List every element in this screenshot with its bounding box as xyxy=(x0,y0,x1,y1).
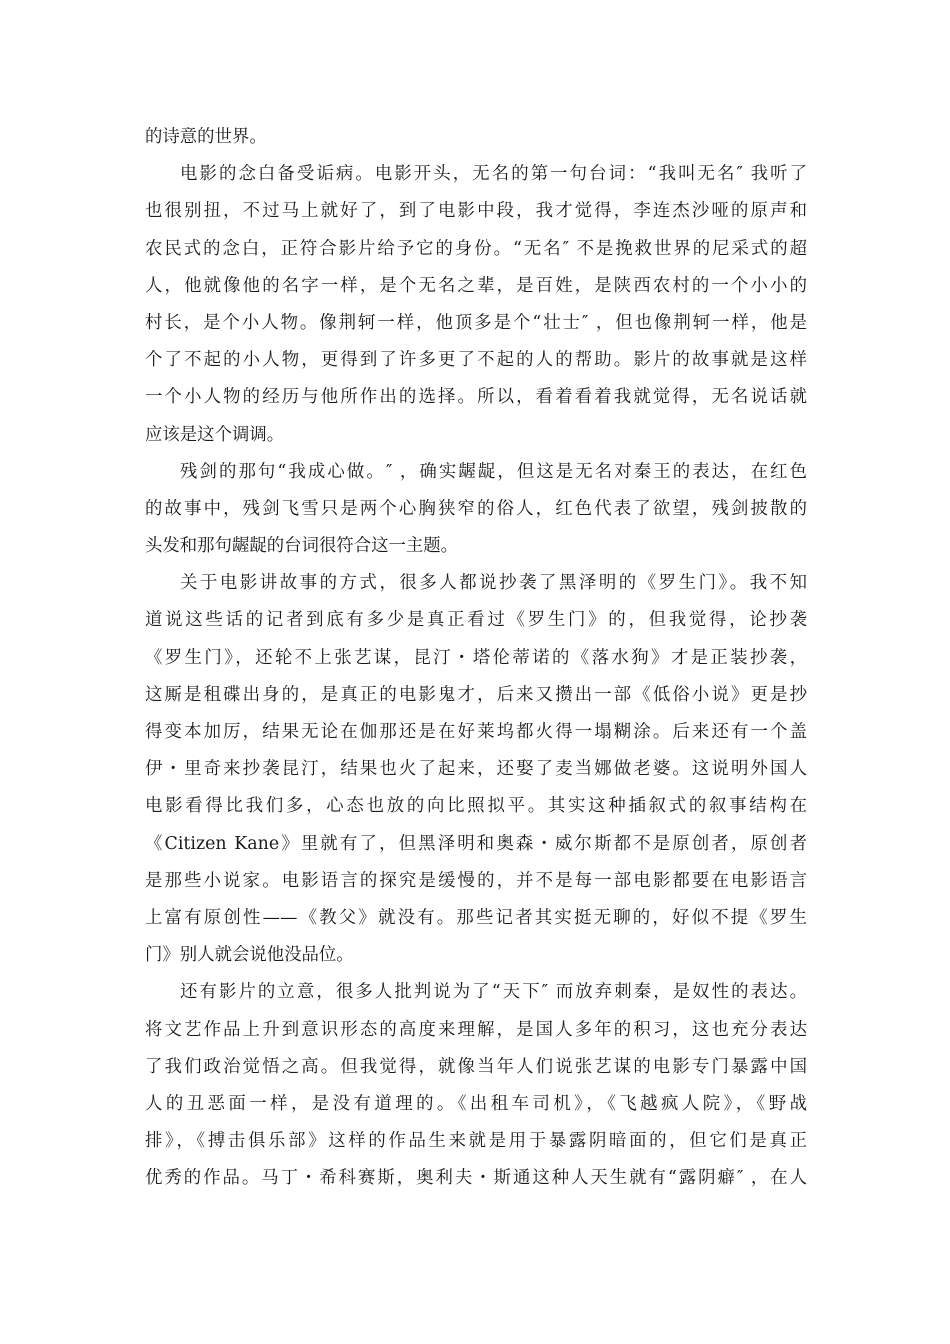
text-line: 道说这些话的记者到底有多少是真正看过《罗生门》的，但我觉得，论抄袭 xyxy=(145,610,807,631)
text-line: 的故事中，残剑飞雪只是两个心胸狭窄的俗人，红色代表了欲望，残剑披散的 xyxy=(145,498,807,519)
text-line: 上富有原创性——《教父》就没有。那些记者其实挺无聊的，好似不提《罗生 xyxy=(145,907,807,928)
text-line: 一个小人物的经历与他所作出的选择。所以，看着看着我就觉得，无名说话就 xyxy=(145,387,807,408)
text-line: 头发和那句龌龊的台词很符合这一主题。 xyxy=(145,536,459,557)
text-line: 残剑的那句“我成心做。″ ，确实龌龊，但这是无名对秦王的表达，在红色 xyxy=(180,461,807,482)
text-line: 优秀的作品。马丁・希科赛斯，奥利夫・斯通这种人天生就有“露阴癖″ ，在人 xyxy=(145,1168,807,1189)
text-line: 还有影片的立意，很多人批判说为了“天下″ 而放弃刺秦，是奴性的表达。 xyxy=(180,982,807,1003)
text-line: 是那些小说家。电影语言的探究是缓慢的，并不是每一部电影都要在电影语言 xyxy=(145,870,807,891)
body-text xyxy=(145,119,807,1197)
text-line: 村长，是个小人物。像荆轲一样，他顶多是个“壮士″ ，但也像荆轲一样，他是 xyxy=(145,312,807,333)
text-line: 人，他就像他的名字一样，是个无名之辈，是百姓，是陕西农村的一个小小的 xyxy=(145,275,807,296)
text-line: 电影看得比我们多，心态也放的向比照拟平。其实这种插叙式的叙事结构在 xyxy=(145,796,807,817)
text-line: 排》，《搏击俱乐部》这样的作品生来就是用于暴露阴暗面的，但它们是真正 xyxy=(145,1131,807,1152)
paragraph xyxy=(145,565,807,974)
text-line: 人的丑恶面一样，是没有道理的。《出租车司机》，《飞越疯人院》，《野战 xyxy=(145,1093,807,1114)
text-line: 应该是这个调调。 xyxy=(145,424,285,445)
text-line: 电影的念白备受诟病。电影开头，无名的第一句台词：“我叫无名″ 我听了 xyxy=(180,164,807,185)
paragraph xyxy=(145,454,807,566)
text-line: 了我们政治觉悟之高。但我觉得，就像当年人们说张艺谋的电影专门暴露中国 xyxy=(145,1056,807,1077)
text-line: 将文艺作品上升到意识形态的高度来理解，是国人多年的积习，这也充分表达 xyxy=(145,1019,807,1040)
text-line: 伊・里奇来抄袭昆汀，结果也火了起来，还娶了麦当娜做老婆。这说明外国人 xyxy=(145,759,807,780)
text-line: 关于电影讲故事的方式，很多人都说抄袭了黑泽明的《罗生门》。我不知 xyxy=(180,573,807,594)
text-line: 《罗生门》，还轮不上张艺谋，昆汀・塔伦蒂诺的《落水狗》才是正装抄袭， xyxy=(145,647,807,668)
text-line: 也很别扭，不过马上就好了，到了电影中段，我才觉得，李连杰沙哑的原声和 xyxy=(145,201,807,222)
text-line: 得变本加厉，结果无论在伽那还是在好莱坞都火得一塌糊涂。后来还有一个盖 xyxy=(145,722,807,742)
paragraph xyxy=(145,119,807,156)
text-line: 门》别人就会说他没品位。 xyxy=(145,945,354,966)
text-line: 的诗意的世界。 xyxy=(145,127,267,147)
text-line: 农民式的念白，正符合影片给予它的身份。“无名″ 不是挽救世界的尼采式的超 xyxy=(145,238,807,259)
paragraph xyxy=(145,156,807,454)
text-line: 个了不起的小人物，更得到了许多更了不起的人的帮助。影片的故事就是这样 xyxy=(145,350,807,371)
text-line: 这厮是租碟出身的，是真正的电影鬼才，后来又攒出一部《低俗小说》更是抄 xyxy=(145,684,807,705)
paragraph xyxy=(145,974,807,1197)
text-line: 《Citizen Kane》里就有了，但黑泽明和奥森・威尔斯都不是原创者，原创者 xyxy=(145,833,807,854)
